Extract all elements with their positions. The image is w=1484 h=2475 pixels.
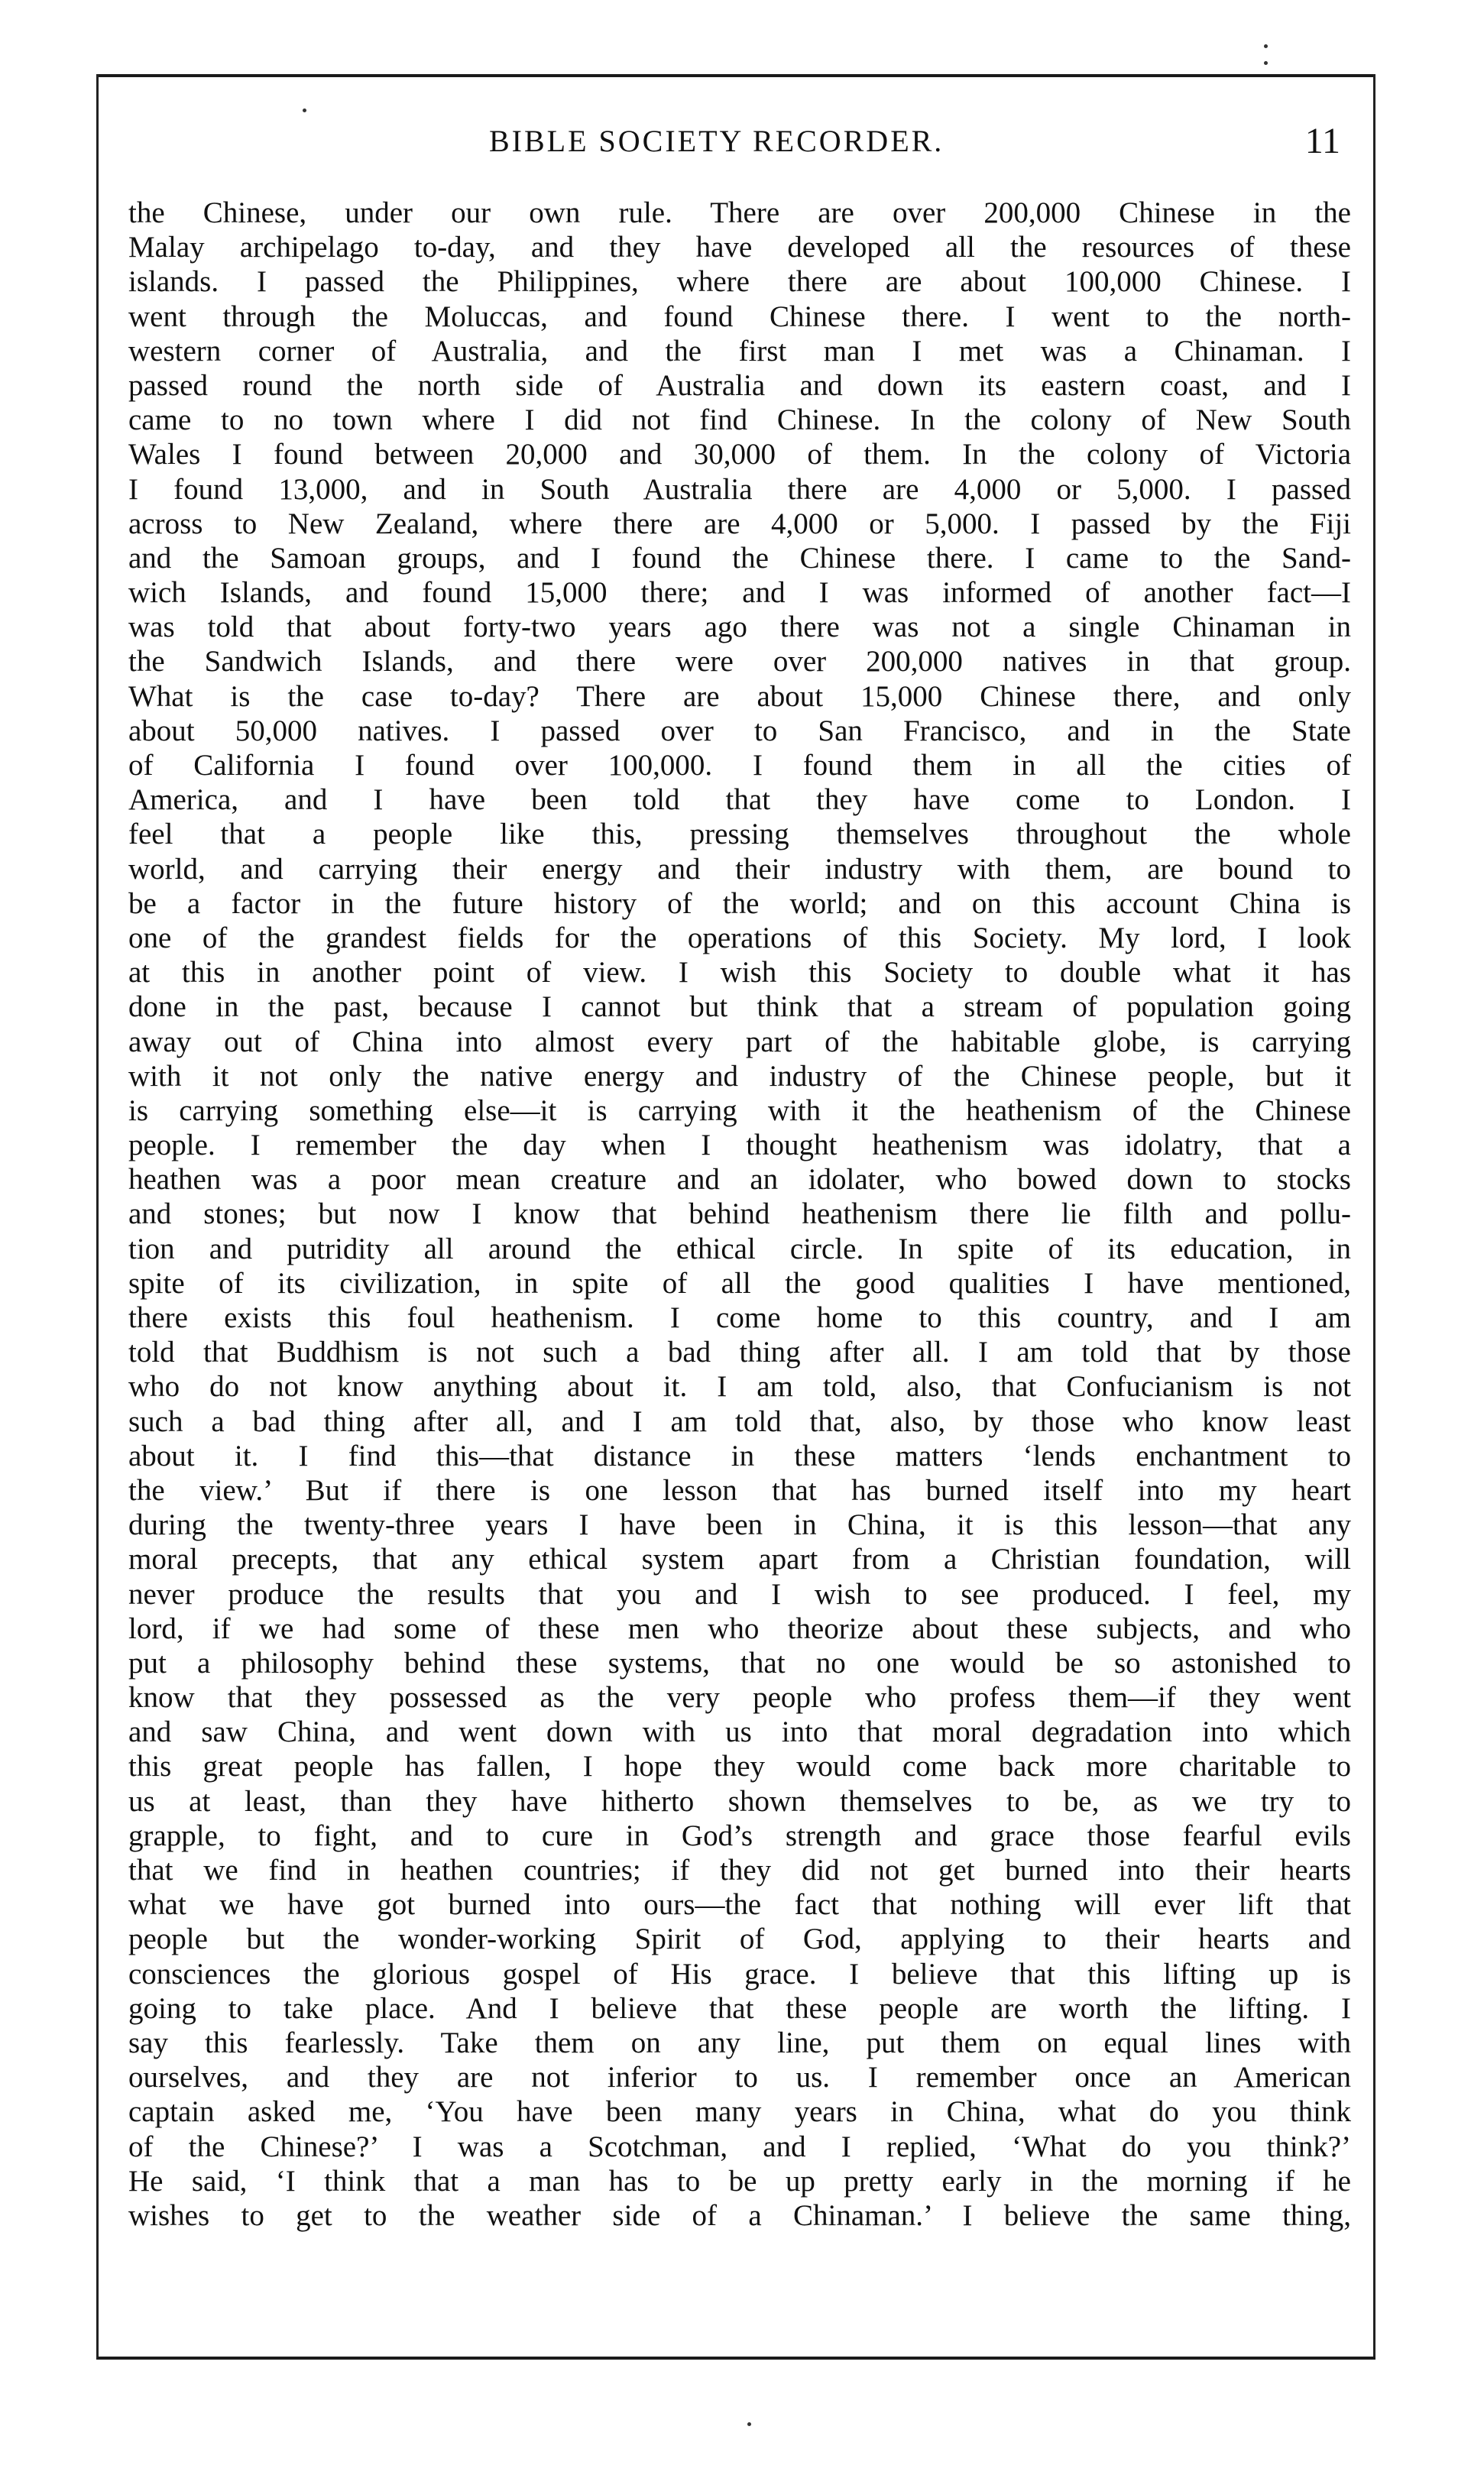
- text-line: wich Islands, and found 15,000 there; and I was informed of another fact—I: [128, 576, 1351, 610]
- right-border: [1373, 74, 1375, 2360]
- left-border: [96, 74, 99, 2360]
- text-line: grapple, to fight, and to cure in God’s strength and grace those fearful evils: [128, 1819, 1351, 1852]
- text-line: was told that about forty-two years ago there was not a single Chinaman in: [128, 611, 1351, 644]
- text-line: of California I found over 100,000. I found them in all the cities of: [128, 749, 1351, 782]
- text-line: say this fearlessly. Take them on any line, put them on equal lines with: [128, 2026, 1351, 2059]
- text-line: is carrying something else—it is carrying with it the heathenism of the Chinese: [128, 1093, 1351, 1127]
- text-line: moral precepts, that any ethical system apart from a Christian foundation, will: [128, 1543, 1351, 1576]
- text-line: people. I remember the day when I thought heathenism was idolatry, that a: [128, 1129, 1351, 1162]
- text-line: at this in another point of view. I wish this Society to double what it has: [128, 956, 1351, 990]
- text-line: the Sandwich Islands, and there were over 200,000 natives in that group.: [128, 645, 1351, 679]
- bottom-rule: [98, 2357, 1375, 2360]
- text-line: went through the Moluccas, and found Chinese there. I went to the north-: [128, 300, 1351, 333]
- text-line: people but the wonder-working Spirit of God, applying to their hearts and: [128, 1923, 1351, 1956]
- text-line: What is the case to-day? There are about 15,000 Chinese there, and only: [128, 679, 1351, 713]
- text-line: tion and putridity all around the ethical circle. In spite of its education, in: [128, 1232, 1351, 1265]
- text-line: away out of China into almost every part of the habitable globe, is carrying: [128, 1025, 1351, 1058]
- text-line: Malay archipelago to-day, and they have developed all the resources of these: [128, 231, 1351, 264]
- text-line: the view.’ But if there is one lesson that has burned itself into my heart: [128, 1473, 1351, 1507]
- text-line: such a bad thing after all, and I am told that, also, by those who know least: [128, 1404, 1351, 1438]
- text-line: during the twenty-three years I have been in China, it is this lesson—that any: [128, 1508, 1351, 1542]
- text-line: with it not only the native energy and industry of the Chinese people, but it: [128, 1059, 1351, 1093]
- text-line: across to New Zealand, where there are 4,000 or 5,000. I passed by the Fiji: [128, 507, 1351, 540]
- text-line: ourselves, and they are not inferior to us. I remember once an American: [128, 2061, 1351, 2094]
- text-line: and saw China, and went down with us into that moral degradation into which: [128, 1715, 1351, 1749]
- text-line: never produce the results that you and I wish to see produced. I feel, my: [128, 1577, 1351, 1611]
- text-line: He said, ‘I think that a man has to be up pretty early in the morning if he: [128, 2164, 1351, 2198]
- text-line: who do not know anything about it. I am told, also, that Confucianism is not: [128, 1370, 1351, 1404]
- text-line: and the Samoan groups, and I found the Chinese there. I came to the Sand-: [128, 541, 1351, 575]
- text-line: islands. I passed the Philippines, where there are about 100,000 Chinese. I: [128, 265, 1351, 299]
- text-line: spite of its civilization, in spite of all the good qualities I have mentioned,: [128, 1266, 1351, 1300]
- text-line: be a factor in the future history of the world; and on this account China is: [128, 886, 1351, 920]
- top-rule: [98, 74, 1375, 77]
- text-line: done in the past, because I cannot but think that a stream of population going: [128, 990, 1351, 1024]
- text-line: western corner of Australia, and the first man I met was a Chinaman. I: [128, 334, 1351, 368]
- text-line: there exists this foul heathenism. I come home to this country, and I am: [128, 1301, 1351, 1334]
- text-line: world, and carrying their energy and their industry with them, are bound to: [128, 852, 1351, 886]
- text-line: feel that a people like this, pressing themselves throughout the whole: [128, 818, 1351, 851]
- text-line: passed round the north side of Australia and down its eastern coast, and I: [128, 368, 1351, 402]
- text-line: lord, if we had some of these men who theorize about these subjects, and who: [128, 1612, 1351, 1645]
- text-line: captain asked me, ‘You have been many years in China, what do you think: [128, 2095, 1351, 2129]
- text-line: going to take place. And I believe that these people are worth the lifting. I: [128, 1991, 1351, 2025]
- text-line: heathen was a poor mean creature and an idolater, who bowed down to stocks: [128, 1163, 1351, 1197]
- text-line: us at least, than they have hitherto shown themselves to be, as we try to: [128, 1784, 1351, 1818]
- text-line: about it. I find this—that distance in these matters ‘lends enchantment to: [128, 1439, 1351, 1472]
- text-line: of the Chinese?’ I was a Scotchman, and I replied, ‘What do you think?’: [128, 2130, 1351, 2163]
- text-line: put a philosophy behind these systems, that no one would be so astonished to: [128, 1646, 1351, 1680]
- header-title: BIBLE SOCIETY RECORDER.: [489, 124, 945, 158]
- text-line: about 50,000 natives. I passed over to San Francisco, and in the State: [128, 714, 1351, 747]
- text-line: know that they possessed as the very people who profess them—if they went: [128, 1681, 1351, 1715]
- text-line: that we find in heathen countries; if they did not get burned into their hearts: [128, 1854, 1351, 1887]
- text-line: the Chinese, under our own rule. There are over 200,000 Chinese in the: [128, 196, 1351, 229]
- text-line: told that Buddhism is not such a bad thing after all. I am told that by those: [128, 1336, 1351, 1369]
- running-header: [122, 115, 1345, 168]
- text-line: one of the grandest fields for the operations of this Society. My lord, I look: [128, 921, 1351, 954]
- text-line: America, and I have been told that they have come to London. I: [128, 783, 1351, 817]
- text-line: came to no town where I did not find Chinese. In the colony of New South: [128, 403, 1351, 437]
- text-line: wishes to get to the weather side of a Chinaman.’ I believe the same thing,: [128, 2198, 1351, 2232]
- text-line: I found 13,000, and in South Australia there are 4,000 or 5,000. I passed: [128, 472, 1351, 506]
- body-text: [128, 196, 1351, 2233]
- text-line: consciences the glorious gospel of His grace. I believe that this lifting up is: [128, 1957, 1351, 1991]
- page-number: 11: [1304, 121, 1340, 161]
- text-line: this great people has fallen, I hope they would come back more charitable to: [128, 1750, 1351, 1783]
- text-line: Wales I found between 20,000 and 30,000 of them. In the colony of Victoria: [128, 438, 1351, 471]
- text-line: and stones; but now I know that behind heathenism there lie filth and pollu-: [128, 1197, 1351, 1231]
- text-line: what we have got burned into ours—the fact that nothing will ever lift that: [128, 1888, 1351, 1922]
